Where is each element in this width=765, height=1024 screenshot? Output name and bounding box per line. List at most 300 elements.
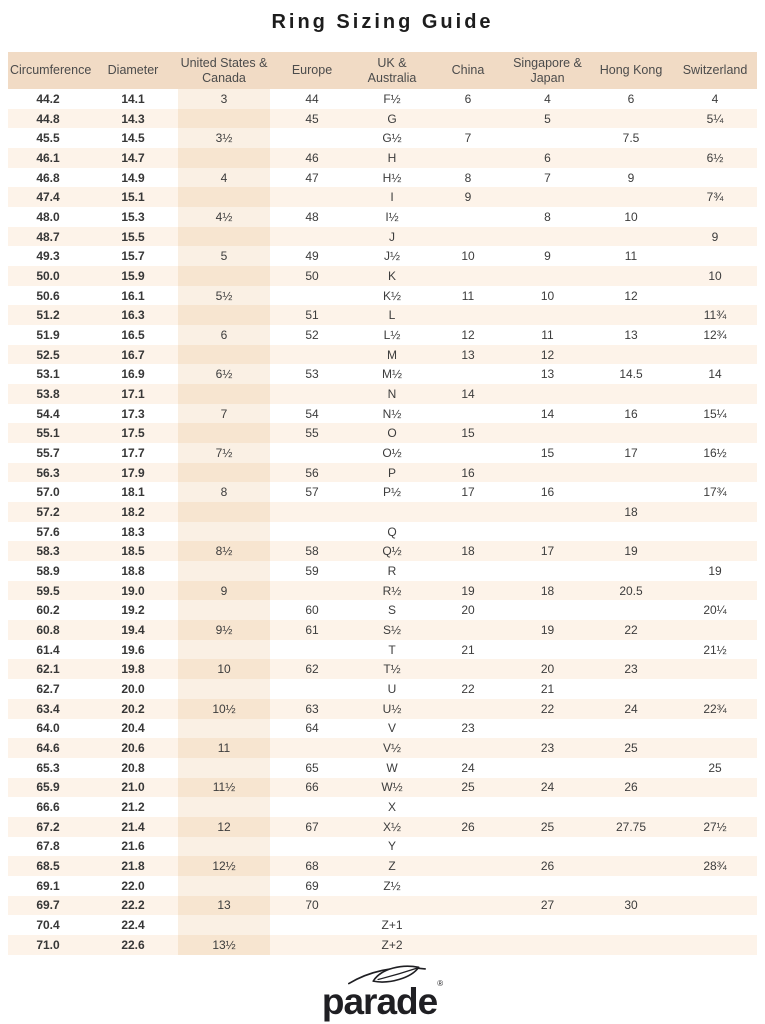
table-row <box>8 817 757 837</box>
cell-singapore-japan: 7 <box>544 170 551 185</box>
cell-us-canada <box>178 187 270 207</box>
cell-europe: 51 <box>305 308 319 323</box>
cell-circumference: 49.3 <box>36 249 60 264</box>
brand-text: parade <box>321 980 438 1022</box>
cell-diameter: 19.0 <box>121 583 145 598</box>
cell-singapore-japan: 26 <box>540 859 555 874</box>
cell-diameter: 14.7 <box>121 150 145 165</box>
table-row <box>8 423 757 443</box>
cell-circumference: 60.8 <box>36 622 60 637</box>
cell-china: 15 <box>461 426 475 441</box>
cell-diameter: 20.8 <box>121 760 145 775</box>
cell-europe: 60 <box>305 603 319 618</box>
table-row <box>8 600 757 620</box>
cell-hong-kong: 10 <box>624 209 638 224</box>
cell-china: 19 <box>461 583 475 598</box>
cell-circumference: 69.1 <box>36 878 60 893</box>
column-header-us-canada: United States & Canada <box>180 55 268 85</box>
cell-us-canada: 9 <box>178 581 270 601</box>
cell-switzerland: 12¾ <box>703 327 727 342</box>
column-header-hong-kong: Hong Kong <box>599 63 663 77</box>
cell-us-canada: 13½ <box>178 935 270 955</box>
cell-singapore-japan: 20 <box>540 662 555 677</box>
cell-uk-australia: X½ <box>382 819 401 834</box>
cell-circumference: 44.2 <box>36 91 60 106</box>
cell-us-canada: 3 <box>178 89 270 109</box>
table-row <box>8 463 757 483</box>
cell-circumference: 63.4 <box>36 701 60 716</box>
cell-circumference: 55.7 <box>36 445 60 460</box>
cell-diameter: 21.2 <box>121 800 145 815</box>
cell-circumference: 66.6 <box>36 800 60 815</box>
cell-hong-kong: 22 <box>624 622 638 637</box>
cell-circumference: 58.9 <box>36 563 60 578</box>
cell-circumference: 57.0 <box>36 485 60 500</box>
cell-us-canada <box>178 305 270 325</box>
cell-circumference: 65.9 <box>36 780 60 795</box>
cell-hong-kong: 27.75 <box>615 819 647 834</box>
cell-hong-kong: 16 <box>624 406 638 421</box>
table-row <box>8 246 757 266</box>
column-header-circumference: Circumference <box>10 63 92 77</box>
cell-uk-australia: N½ <box>382 406 402 421</box>
table-row <box>8 168 757 188</box>
brand-logo <box>321 960 444 1022</box>
table-header-row <box>8 52 757 89</box>
cell-uk-australia: J <box>389 229 395 244</box>
cell-circumference: 69.7 <box>36 898 60 913</box>
cell-circumference: 67.8 <box>36 839 60 854</box>
cell-china: 11 <box>461 288 475 303</box>
cell-uk-australia: K <box>387 268 396 283</box>
cell-us-canada: 7½ <box>178 443 270 463</box>
cell-circumference: 54.4 <box>36 406 60 421</box>
cell-diameter: 17.5 <box>121 426 145 441</box>
cell-china: 23 <box>461 721 475 736</box>
cell-uk-australia: X <box>387 800 396 815</box>
cell-circumference: 64.0 <box>36 721 60 736</box>
cell-singapore-japan: 9 <box>544 249 551 264</box>
cell-china: 26 <box>461 819 475 834</box>
table-row <box>8 738 757 758</box>
cell-switzerland: 14 <box>708 367 722 382</box>
cell-hong-kong: 6 <box>627 91 635 106</box>
table-row <box>8 109 757 129</box>
cell-europe: 67 <box>305 819 319 834</box>
cell-us-canada <box>178 561 270 581</box>
sizing-table <box>8 52 757 955</box>
leaf-icon <box>346 960 428 986</box>
cell-us-canada <box>178 502 270 522</box>
table-row <box>8 148 757 168</box>
cell-hong-kong: 25 <box>624 741 638 755</box>
cell-singapore-japan: 18 <box>540 583 555 598</box>
cell-diameter: 19.4 <box>121 622 145 637</box>
cell-diameter: 16.7 <box>121 347 145 362</box>
table-row <box>8 915 757 935</box>
cell-uk-australia: Z+2 <box>381 937 403 952</box>
cell-diameter: 15.5 <box>121 229 145 244</box>
cell-europe: 53 <box>305 367 319 382</box>
cell-switzerland: 17¾ <box>703 485 727 500</box>
cell-europe: 57 <box>305 485 319 500</box>
cell-uk-australia: H½ <box>382 170 402 185</box>
cell-uk-australia: L½ <box>383 327 401 342</box>
cell-europe: 48 <box>305 209 319 224</box>
cell-uk-australia: O½ <box>382 445 402 460</box>
cell-hong-kong: 26 <box>624 780 638 795</box>
cell-diameter: 19.8 <box>121 662 145 677</box>
cell-china: 20 <box>461 603 475 618</box>
table-row <box>8 128 757 148</box>
cell-europe: 62 <box>305 662 319 677</box>
cell-us-canada <box>178 915 270 935</box>
table-row <box>8 207 757 227</box>
cell-diameter: 16.9 <box>121 367 145 382</box>
cell-circumference: 47.4 <box>36 190 60 205</box>
cell-uk-australia: V½ <box>382 741 401 755</box>
cell-us-canada: 10½ <box>178 699 270 719</box>
cell-switzerland: 20¼ <box>703 603 727 618</box>
cell-us-canada: 12 <box>178 817 270 837</box>
cell-diameter: 14.5 <box>121 131 145 146</box>
cell-diameter: 16.3 <box>121 308 145 323</box>
cell-diameter: 15.7 <box>121 249 145 264</box>
table-row <box>8 443 757 463</box>
cell-us-canada: 10 <box>178 659 270 679</box>
cell-diameter: 16.5 <box>121 327 145 342</box>
table-row <box>8 837 757 857</box>
table-row <box>8 581 757 601</box>
cell-us-canada: 12½ <box>178 856 270 876</box>
cell-circumference: 46.8 <box>36 170 60 185</box>
column-header-europe: Europe <box>291 63 333 77</box>
table-row <box>8 620 757 640</box>
cell-diameter: 17.1 <box>121 386 145 401</box>
table-row <box>8 541 757 561</box>
cell-singapore-japan: 17 <box>540 544 555 559</box>
cell-us-canada <box>178 837 270 857</box>
cell-switzerland: 25 <box>708 760 722 775</box>
cell-circumference: 57.6 <box>36 524 60 539</box>
cell-china: 21 <box>461 642 475 657</box>
table-row <box>8 364 757 384</box>
cell-singapore-japan: 16 <box>540 485 555 500</box>
brand-footer <box>0 958 765 1022</box>
cell-circumference: 59.5 <box>36 583 60 598</box>
cell-hong-kong: 17 <box>624 445 638 460</box>
cell-diameter: 16.1 <box>121 288 145 303</box>
table-row <box>8 758 757 778</box>
cell-us-canada: 4½ <box>178 207 270 227</box>
cell-china: 25 <box>461 780 475 795</box>
table-row <box>8 935 757 955</box>
cell-diameter: 18.5 <box>121 544 145 559</box>
cell-switzerland: 11¾ <box>703 308 727 323</box>
cell-us-canada: 3½ <box>178 128 270 148</box>
column-header-diameter: Diameter <box>107 63 159 77</box>
cell-us-canada <box>178 522 270 542</box>
cell-europe: 55 <box>305 426 319 441</box>
cell-us-canada <box>178 876 270 896</box>
cell-china: 10 <box>461 249 475 264</box>
cell-diameter: 22.4 <box>121 918 145 933</box>
table-row <box>8 89 757 109</box>
cell-circumference: 53.8 <box>36 386 60 401</box>
table-row <box>8 778 757 798</box>
cell-uk-australia: J½ <box>383 249 400 264</box>
cell-us-canada <box>178 109 270 129</box>
table-row <box>8 227 757 247</box>
cell-circumference: 62.1 <box>36 662 60 677</box>
cell-diameter: 15.1 <box>121 190 145 205</box>
cell-diameter: 14.1 <box>121 91 145 106</box>
cell-europe: 52 <box>305 327 319 342</box>
cell-us-canada <box>178 148 270 168</box>
table-row <box>8 266 757 286</box>
cell-china: 24 <box>461 760 475 775</box>
cell-singapore-japan: 15 <box>540 445 555 460</box>
cell-switzerland: 27½ <box>703 819 727 834</box>
cell-diameter: 19.6 <box>121 642 145 657</box>
cell-switzerland: 6½ <box>706 150 724 165</box>
cell-uk-australia: L <box>388 308 396 323</box>
cell-us-canada: 5 <box>178 246 270 266</box>
cell-china: 13 <box>461 347 475 362</box>
cell-us-canada <box>178 227 270 247</box>
cell-singapore-japan: 5 <box>544 111 551 126</box>
column-header-china: China <box>451 63 485 77</box>
table-row <box>8 482 757 502</box>
cell-uk-australia: S½ <box>382 622 401 637</box>
table-row <box>8 384 757 404</box>
cell-us-canada <box>178 423 270 443</box>
cell-singapore-japan: 22 <box>540 701 555 716</box>
cell-europe: 61 <box>305 622 319 637</box>
table-row <box>8 187 757 207</box>
cell-uk-australia: U½ <box>382 701 402 716</box>
cell-switzerland: 16½ <box>703 445 727 460</box>
table-row <box>8 404 757 424</box>
cell-uk-australia: U <box>387 681 397 696</box>
cell-circumference: 50.6 <box>36 288 60 303</box>
cell-china: 8 <box>464 170 472 185</box>
cell-singapore-japan: 8 <box>544 209 551 224</box>
cell-uk-australia: K½ <box>382 288 401 303</box>
cell-hong-kong: 19 <box>624 544 638 559</box>
cell-diameter: 15.9 <box>121 268 145 283</box>
cell-diameter: 21.6 <box>121 839 145 854</box>
cell-us-canada: 6 <box>178 325 270 345</box>
cell-circumference: 45.5 <box>36 131 60 146</box>
cell-hong-kong: 7.5 <box>622 131 640 146</box>
cell-singapore-japan: 24 <box>540 780 555 795</box>
cell-diameter: 17.3 <box>121 406 145 421</box>
cell-circumference: 48.7 <box>36 229 60 244</box>
cell-diameter: 17.9 <box>121 465 145 480</box>
cell-us-canada: 11 <box>178 738 270 758</box>
cell-circumference: 64.6 <box>36 741 60 755</box>
cell-circumference: 53.1 <box>36 367 60 382</box>
cell-uk-australia: I½ <box>385 209 399 224</box>
cell-circumference: 51.2 <box>36 308 60 323</box>
table-row <box>8 896 757 916</box>
table-row <box>8 719 757 739</box>
table-body <box>8 89 757 955</box>
cell-switzerland: 15¼ <box>703 406 727 421</box>
cell-singapore-japan: 25 <box>540 819 555 834</box>
cell-switzerland: 28¾ <box>703 859 727 874</box>
cell-singapore-japan: 4 <box>544 91 551 106</box>
cell-china: 14 <box>461 386 475 401</box>
cell-uk-australia: P½ <box>382 485 401 500</box>
cell-uk-australia: V <box>387 721 396 736</box>
cell-uk-australia: Q <box>387 524 397 539</box>
cell-us-canada: 6½ <box>178 364 270 384</box>
cell-diameter: 18.8 <box>121 563 145 578</box>
cell-diameter: 18.1 <box>121 485 145 500</box>
cell-circumference: 71.0 <box>36 937 60 952</box>
cell-us-canada <box>178 679 270 699</box>
table-row <box>8 797 757 817</box>
cell-singapore-japan: 11 <box>541 327 554 342</box>
cell-europe: 44 <box>305 91 319 106</box>
cell-uk-australia: N <box>387 386 397 401</box>
cell-china: 17 <box>461 485 475 500</box>
cell-us-canada <box>178 600 270 620</box>
cell-uk-australia: Q½ <box>382 544 402 559</box>
cell-hong-kong: 18 <box>624 504 638 519</box>
cell-circumference: 68.5 <box>36 859 60 874</box>
cell-us-canada <box>178 758 270 778</box>
cell-uk-australia: M½ <box>381 367 402 382</box>
table-row <box>8 876 757 896</box>
cell-circumference: 65.3 <box>36 760 60 775</box>
cell-diameter: 18.2 <box>121 504 145 519</box>
table-row <box>8 561 757 581</box>
column-header-uk-australia: UK & Australia <box>367 55 417 85</box>
cell-europe: 56 <box>305 465 319 480</box>
cell-uk-australia: R <box>387 563 397 578</box>
cell-circumference: 61.4 <box>36 642 60 657</box>
cell-diameter: 14.9 <box>121 170 145 185</box>
cell-uk-australia: P <box>387 465 396 480</box>
cell-china: 12 <box>461 327 475 342</box>
cell-singapore-japan: 12 <box>540 347 555 362</box>
cell-singapore-japan: 6 <box>544 150 551 165</box>
cell-uk-australia: Z <box>388 859 396 874</box>
cell-uk-australia: G <box>387 111 397 126</box>
cell-singapore-japan: 19 <box>540 622 555 637</box>
page-title: Ring Sizing Guide <box>271 11 494 33</box>
cell-us-canada <box>178 463 270 483</box>
cell-circumference: 58.3 <box>36 544 60 559</box>
cell-circumference: 60.2 <box>36 603 60 618</box>
cell-europe: 45 <box>305 111 319 126</box>
table-row <box>8 679 757 699</box>
table-row <box>8 699 757 719</box>
cell-europe: 64 <box>305 721 319 736</box>
cell-europe: 50 <box>305 268 319 283</box>
cell-hong-kong: 12 <box>624 288 638 303</box>
cell-china: 22 <box>461 681 475 696</box>
cell-circumference: 46.1 <box>36 150 60 165</box>
cell-us-canada: 13 <box>178 896 270 916</box>
cell-circumference: 55.1 <box>36 426 60 441</box>
cell-circumference: 67.2 <box>36 819 60 834</box>
cell-europe: 70 <box>305 898 319 913</box>
cell-europe: 66 <box>305 780 319 795</box>
cell-europe: 63 <box>305 701 319 716</box>
cell-uk-australia: Z+1 <box>381 918 403 933</box>
cell-diameter: 21.4 <box>121 819 145 834</box>
cell-switzerland: 9 <box>711 229 719 244</box>
cell-hong-kong: 30 <box>624 898 638 913</box>
cell-switzerland: 19 <box>708 563 722 578</box>
cell-uk-australia: W½ <box>381 780 403 795</box>
cell-us-canada <box>178 384 270 404</box>
cell-diameter: 15.3 <box>121 209 145 224</box>
cell-singapore-japan: 10 <box>540 288 555 303</box>
cell-diameter: 22.2 <box>121 898 145 913</box>
table-row <box>8 659 757 679</box>
cell-europe: 46 <box>305 150 319 165</box>
table-row <box>8 502 757 522</box>
table-row <box>8 345 757 365</box>
cell-hong-kong: 13 <box>624 327 638 342</box>
cell-circumference: 62.7 <box>36 681 60 696</box>
cell-diameter: 21.8 <box>121 859 145 874</box>
registered-mark: ® <box>437 978 444 988</box>
cell-hong-kong: 20.5 <box>619 583 643 598</box>
cell-uk-australia: T½ <box>383 662 401 677</box>
cell-uk-australia: Y <box>387 839 396 854</box>
table-row <box>8 286 757 306</box>
cell-europe: 54 <box>305 406 319 421</box>
cell-diameter: 20.2 <box>121 701 145 716</box>
cell-uk-australia: H <box>387 150 397 165</box>
cell-hong-kong: 24 <box>624 701 638 716</box>
column-header-switzerland: Switzerland <box>682 63 748 77</box>
cell-diameter: 20.6 <box>121 741 145 755</box>
cell-circumference: 51.9 <box>36 327 60 342</box>
cell-switzerland: 10 <box>708 268 722 283</box>
cell-china: 9 <box>464 190 472 205</box>
cell-circumference: 50.0 <box>36 268 60 283</box>
cell-china: 16 <box>461 465 475 480</box>
cell-switzerland: 4 <box>711 91 719 106</box>
cell-hong-kong: 14.5 <box>619 367 643 382</box>
cell-hong-kong: 23 <box>624 662 638 677</box>
table-row <box>8 305 757 325</box>
cell-us-canada <box>178 266 270 286</box>
cell-switzerland: 21½ <box>703 642 727 657</box>
cell-uk-australia: R½ <box>382 583 402 598</box>
cell-circumference: 48.0 <box>36 209 60 224</box>
cell-uk-australia: O <box>387 426 397 441</box>
cell-us-canada: 4 <box>178 168 270 188</box>
cell-switzerland: 7¾ <box>706 190 724 205</box>
cell-diameter: 14.3 <box>121 111 145 126</box>
cell-us-canada: 7 <box>178 404 270 424</box>
cell-us-canada: 8½ <box>178 541 270 561</box>
cell-uk-australia: I <box>390 190 394 205</box>
cell-us-canada <box>178 797 270 817</box>
cell-europe: 59 <box>305 563 319 578</box>
cell-diameter: 19.2 <box>121 603 145 618</box>
cell-us-canada <box>178 640 270 660</box>
cell-switzerland: 5¼ <box>706 111 724 126</box>
